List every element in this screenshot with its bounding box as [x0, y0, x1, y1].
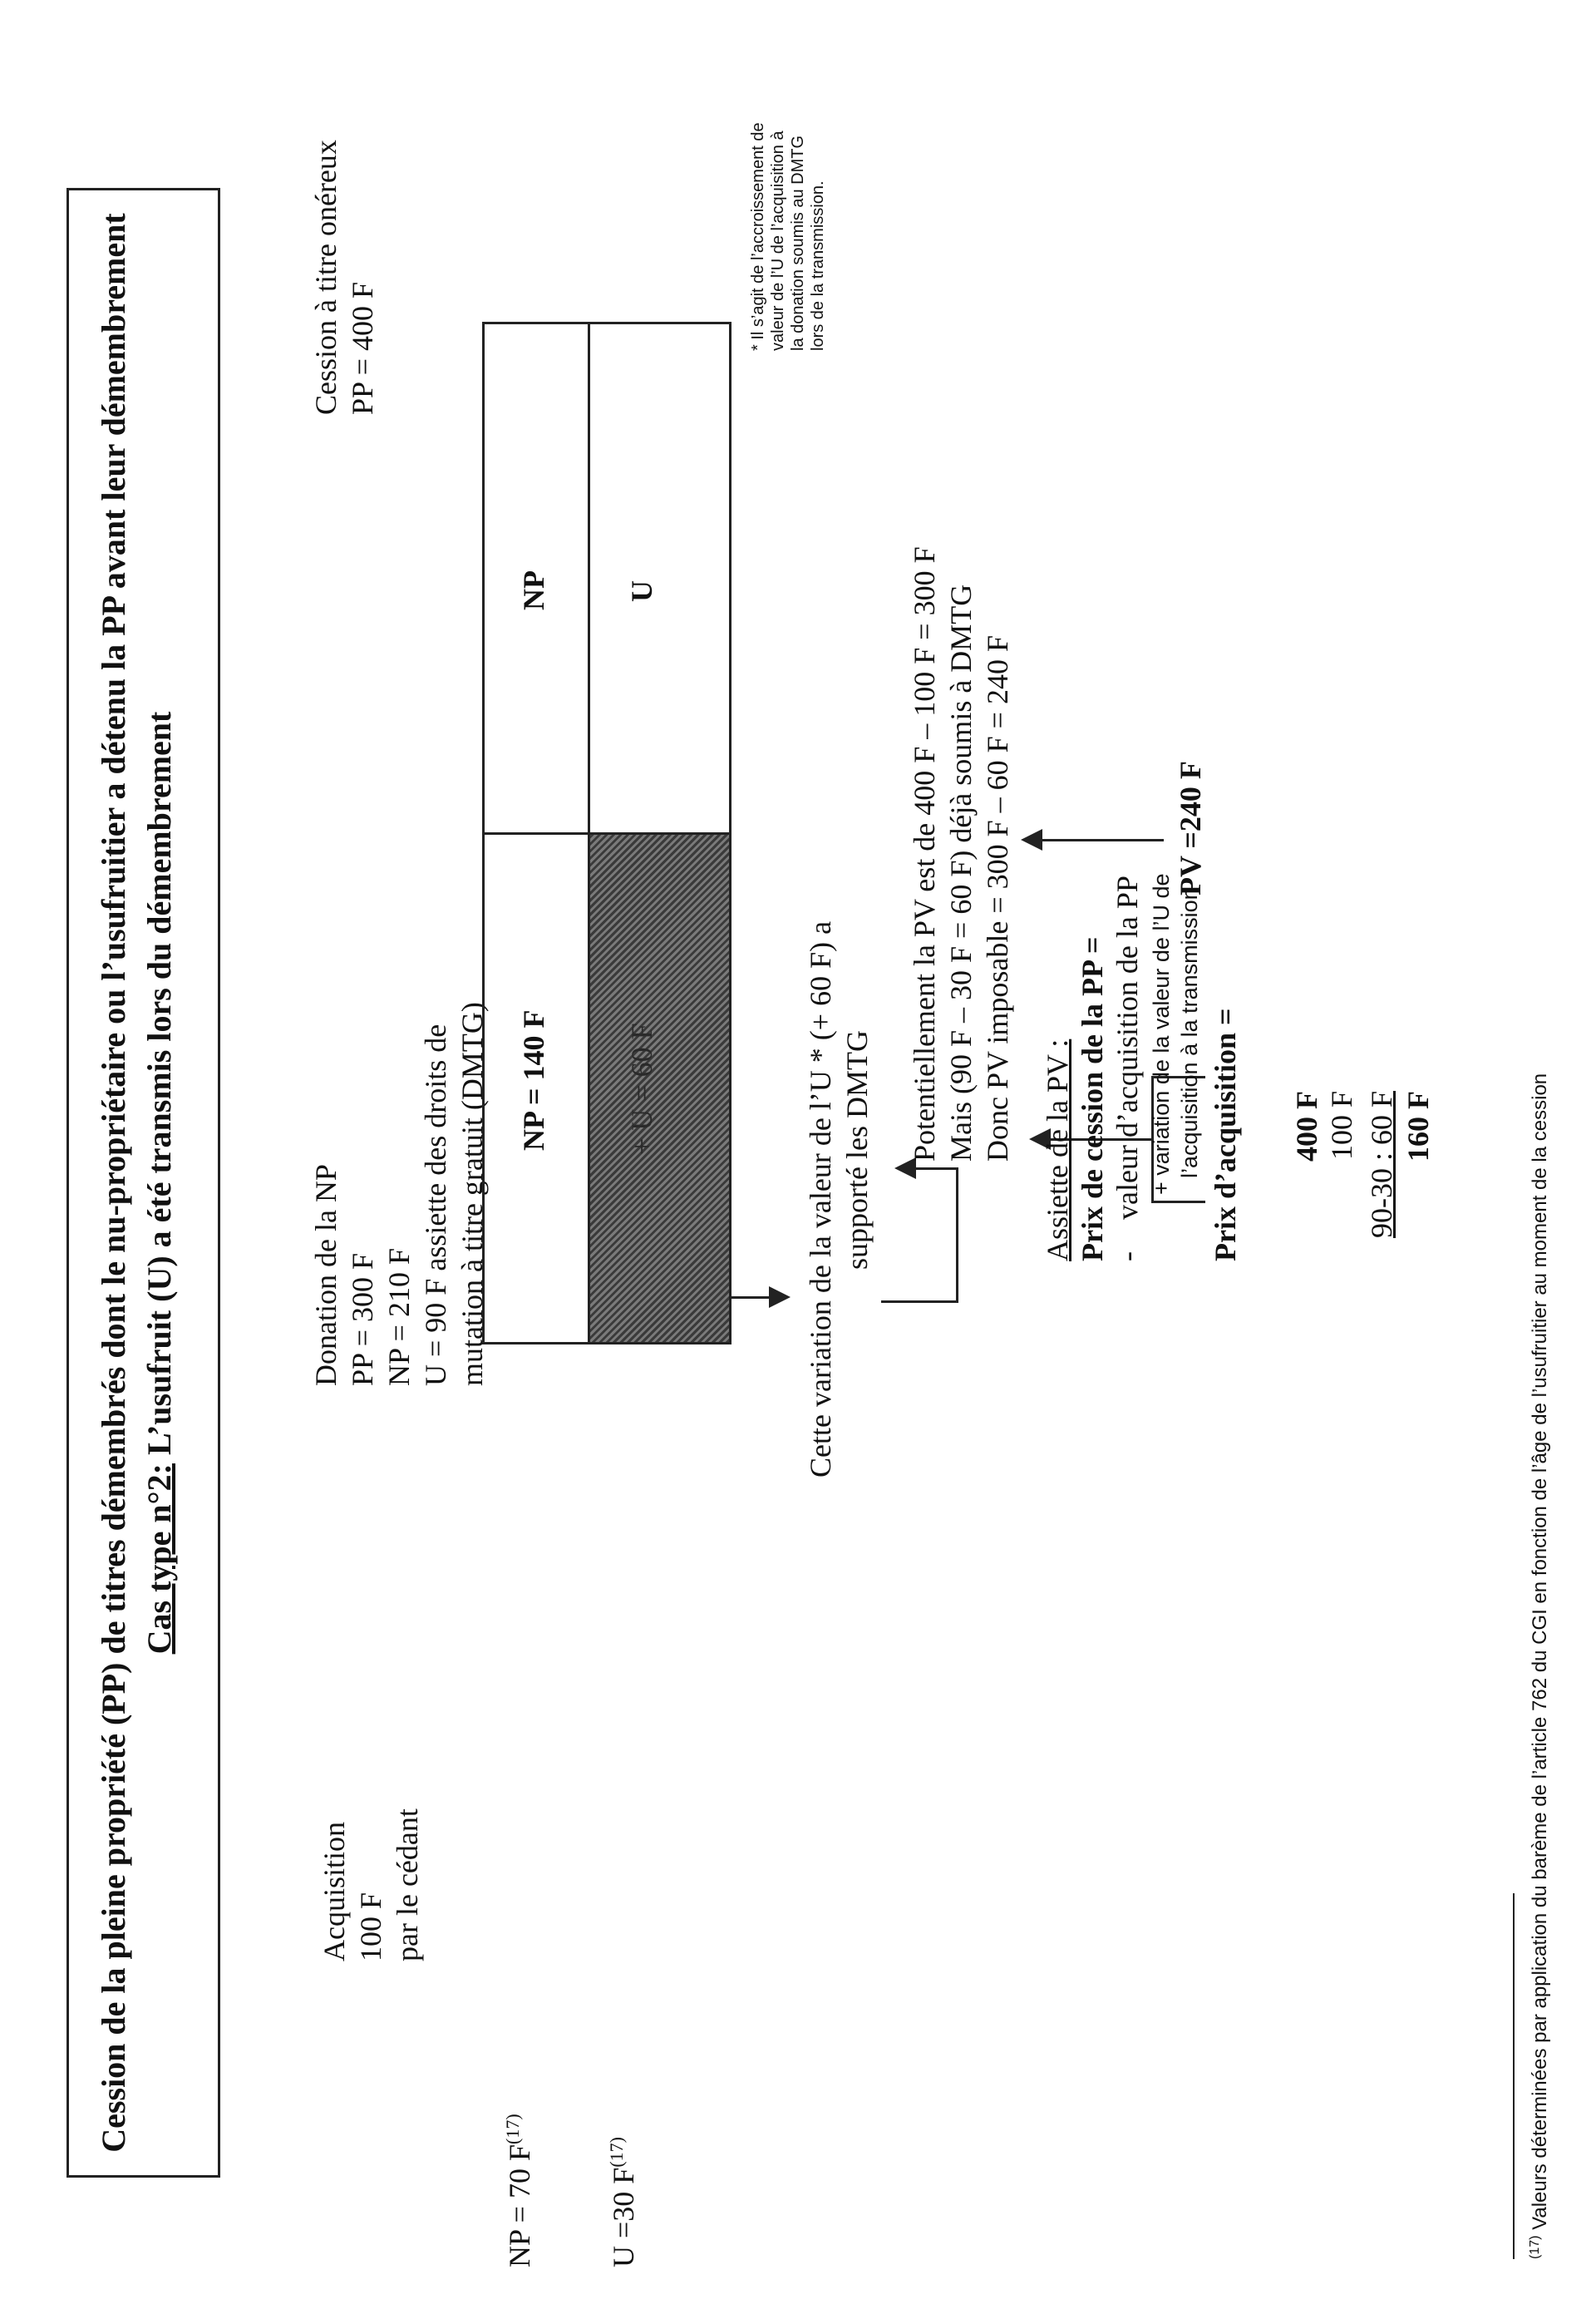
- donation-line-3: NP = 210 F: [382, 1247, 416, 1386]
- acquisition-line-3: par le cédant: [391, 1808, 424, 1961]
- cession-line-1: Cession à titre onéreux: [309, 140, 342, 415]
- footnote: [1528, 1073, 1552, 2259]
- value-valeur-acq: 100 F: [1325, 1091, 1358, 1161]
- u-right-label: U: [625, 580, 658, 602]
- title-line-1: Cession de la pleine propriété (PP) de titres démembrés dont le nu-propriétaire ou l’usufruitier a détenu la PP avant leur démembrement: [95, 213, 132, 2153]
- footnote-text: Valeurs déterminées par application du barème de l’article 762 du CGI en fonction de l’âge de l’usufruitier au moment de la cession: [1529, 1073, 1551, 2236]
- star-note-line-2: valeur de l’U de l’acquisition à: [769, 131, 787, 351]
- donation-line-1: Donation de la NP: [309, 1164, 342, 1386]
- donation-line-5: mutation à titre gratuit (DMTG): [456, 1002, 489, 1386]
- donation-line-2: PP = 300 F: [346, 1252, 379, 1386]
- value-prix-cession: 400 F: [1290, 1091, 1323, 1162]
- star-note-line-4: lors de la transmission.: [809, 180, 827, 351]
- star-note: [748, 110, 828, 351]
- variation-note-line-1: Cette variation de la valeur de l’U * (+ 60 F) a: [804, 920, 837, 1478]
- assiette-prix-acq: Prix d’acquisition =: [1209, 1008, 1242, 1261]
- left-np-ref: (17): [502, 2114, 523, 2144]
- cession-block: [308, 140, 381, 415]
- potential-line-3: Donc PV imposable = 300 F – 60 F = 240 F: [981, 635, 1014, 1162]
- acquisition-line-2: 100 F: [354, 1892, 387, 1961]
- left-np-text: NP = 70 F: [503, 2144, 536, 2267]
- assiette-minus-sign: -: [1111, 1251, 1144, 1261]
- cession-line-2: PP = 400 F: [346, 281, 379, 415]
- assiette-prix-cession: Prix de cession de la PP =: [1076, 936, 1109, 1261]
- arrow-up-icon: [1021, 829, 1042, 851]
- footnote-ref: (17): [1528, 2235, 1542, 2259]
- connector-elbow-up: [914, 1167, 958, 1170]
- case-type-label: Cas type n°2:: [140, 1463, 178, 1655]
- star-note-line-1: * Il s’agit de l’accroissement de: [749, 122, 767, 351]
- value-variation: 90-30 : 60 F: [1365, 1091, 1398, 1239]
- assiette-variation-1: + variation de la valeur de l’U de: [1149, 873, 1174, 1195]
- bracket-left: [1151, 1201, 1205, 1203]
- np-u-diagram: [482, 322, 732, 1344]
- pv-result: PV =240 F: [1174, 761, 1207, 895]
- acquisition-block: [316, 1808, 426, 1961]
- title-line-2: [140, 190, 179, 2175]
- donation-line-4: U = 90 F assiette des droits de: [419, 1024, 452, 1386]
- diagram-divider-vertical: [485, 832, 729, 835]
- potential-pv-block: [906, 546, 1016, 1162]
- left-u-text: U =30 F: [607, 2167, 640, 2267]
- np-right-label: NP: [517, 570, 550, 610]
- np-140-label: NP = 140 F: [517, 1009, 550, 1151]
- footnote-rule: [1513, 1893, 1515, 2259]
- shaded-u-area: [590, 835, 729, 1342]
- left-u-ref: (17): [606, 2137, 627, 2168]
- connector-elbow-vertical: [881, 1300, 956, 1303]
- star-note-line-3: la donation soumis au DMTG: [789, 135, 807, 351]
- value-prix-acq: 160 F: [1401, 1091, 1435, 1162]
- connector-pv-line: [1039, 839, 1164, 841]
- potential-line-1: Potentiellement la PV est de 400 F – 100 F = 300 F: [908, 546, 941, 1162]
- assiette-valeur-acq: valeur d’acquisition de la PP: [1111, 876, 1144, 1220]
- left-u-label: [598, 2137, 642, 2267]
- donation-block: [308, 1002, 490, 1386]
- left-np-label: [495, 2114, 538, 2267]
- assiette-heading: Assiette de la PV :: [1041, 1039, 1074, 1261]
- connector-elbow-horizontal: [956, 1168, 958, 1303]
- title-box: [66, 188, 220, 2178]
- u-60-label: + U = 60 F: [625, 1023, 658, 1155]
- variation-note-line-2: supporté les DMTG: [840, 1030, 874, 1270]
- acquisition-line-1: Acquisition: [318, 1822, 351, 1961]
- assiette-variation-2: l’acquisition à la transmission: [1177, 887, 1202, 1178]
- arrow-down-icon: [769, 1286, 791, 1308]
- potential-line-2: Mais (90 F – 30 F = 60 F) déjà soumis à DMTG: [944, 584, 978, 1162]
- case-type-description: L’usufruit (U) a été transmis lors du démembrement: [140, 711, 178, 1464]
- variation-note: [802, 921, 875, 1478]
